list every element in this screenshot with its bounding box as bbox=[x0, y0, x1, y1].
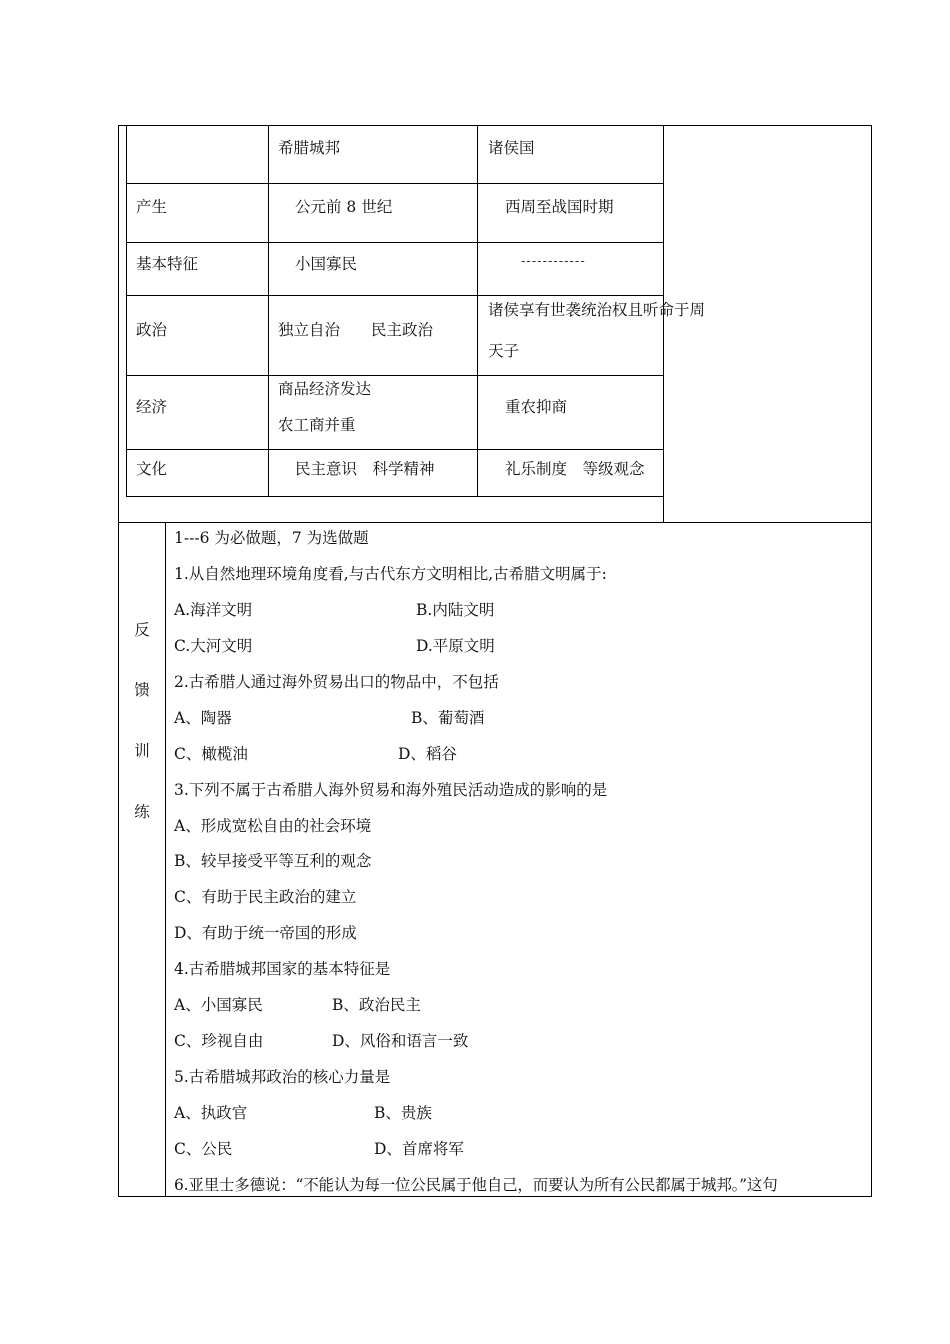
question-4: 4.古希腊城邦国家的基本特征是 bbox=[174, 960, 391, 978]
q2-option-a: A、陶器 bbox=[174, 709, 232, 727]
q4-option-b: B、政治民主 bbox=[332, 996, 421, 1014]
table-col-divider-1 bbox=[268, 125, 269, 497]
q3-option-d: D、有助于统一帝国的形成 bbox=[174, 924, 357, 942]
table-row-line bbox=[126, 375, 664, 376]
top-right-column-divider bbox=[663, 125, 664, 523]
table-left-border bbox=[126, 125, 127, 497]
question-1: 1.从自然地理环境角度看,与古代东方文明相比,古希腊文明属于: bbox=[174, 565, 607, 583]
politics-greek: 独立自治 民主政治 bbox=[278, 321, 434, 339]
side-char: 练 bbox=[134, 803, 150, 821]
row-label-politics: 政治 bbox=[136, 321, 168, 339]
row-label-culture: 文化 bbox=[136, 460, 168, 478]
q4-option-d: D、风俗和语言一致 bbox=[332, 1032, 469, 1050]
q2-option-b: B、葡萄酒 bbox=[411, 709, 485, 727]
table-col-divider-2 bbox=[477, 125, 478, 497]
row-label-economy: 经济 bbox=[136, 398, 168, 416]
q1-option-c: C.大河文明 bbox=[174, 637, 253, 655]
q5-option-b: B、贵族 bbox=[374, 1104, 432, 1122]
question-3: 3.下列不属于古希腊人海外贸易和海外殖民活动造成的影响的是 bbox=[174, 781, 608, 799]
side-char: 训 bbox=[134, 742, 150, 760]
q3-option-c: C、有助于民主政治的建立 bbox=[174, 888, 357, 906]
culture-greek: 民主意识 科学精神 bbox=[295, 460, 435, 478]
table-row-line bbox=[126, 295, 664, 296]
outer-bottom-border bbox=[118, 1196, 872, 1197]
question-5: 5.古希腊城邦政治的核心力量是 bbox=[174, 1068, 391, 1086]
side-char: 反 bbox=[134, 621, 150, 639]
q5-option-c: C、公民 bbox=[174, 1140, 233, 1158]
q5-option-a: A、执政官 bbox=[174, 1104, 248, 1122]
politics-zhou-line1: 诸侯享有世袭统治权且听命于周 bbox=[488, 301, 706, 319]
row-label-origin: 产生 bbox=[136, 198, 168, 216]
outer-right-border bbox=[871, 125, 872, 1197]
q3-option-b: B、较早接受平等互利的观念 bbox=[174, 852, 372, 870]
side-char: 馈 bbox=[134, 681, 150, 699]
outer-left-border bbox=[118, 125, 119, 1197]
origin-greek: 公元前 8 世纪 bbox=[295, 198, 393, 216]
culture-zhou: 礼乐制度 等级观念 bbox=[505, 460, 645, 478]
header-greek-polis: 希腊城邦 bbox=[278, 139, 341, 157]
header-vassal-states: 诸侯国 bbox=[488, 139, 535, 157]
row-label-features: 基本特征 bbox=[136, 255, 199, 273]
q3-option-a: A、形成宽松自由的社会环境 bbox=[174, 817, 372, 835]
table-row-line bbox=[126, 449, 664, 450]
economy-greek-line1: 商品经济发达 bbox=[278, 380, 372, 398]
features-greek: 小国寡民 bbox=[295, 255, 358, 273]
table-row-line bbox=[126, 183, 664, 184]
politics-zhou-line2: 天子 bbox=[488, 342, 520, 360]
q4-option-a: A、小国寡民 bbox=[174, 996, 263, 1014]
origin-zhou: 西周至战国时期 bbox=[505, 198, 614, 216]
outer-top-border bbox=[118, 125, 872, 126]
q2-option-c: C、橄榄油 bbox=[174, 745, 248, 763]
q1-option-d: D.平原文明 bbox=[416, 637, 495, 655]
question-2: 2.古希腊人通过海外贸易出口的物品中，不包括 bbox=[174, 673, 499, 691]
section-divider bbox=[118, 522, 872, 523]
q2-option-d: D、稻谷 bbox=[398, 745, 457, 763]
instruction-line: 1---6 为必做题，7 为选做题 bbox=[174, 529, 369, 547]
table-bottom-border bbox=[126, 496, 664, 497]
q5-option-d: D、首席将军 bbox=[374, 1140, 464, 1158]
table-row-line bbox=[126, 242, 664, 243]
q4-option-c: C、珍视自由 bbox=[174, 1032, 264, 1050]
question-6: 6.亚里士多德说：“不能认为每一位公民属于他自己，而要认为所有公民都属于城邦。”这句 bbox=[174, 1176, 778, 1194]
q1-option-b: B.内陆文明 bbox=[416, 601, 495, 619]
economy-greek-line2: 农工商并重 bbox=[278, 416, 356, 434]
q1-option-a: A.海洋文明 bbox=[174, 601, 253, 619]
economy-zhou: 重农抑商 bbox=[505, 398, 568, 416]
features-zhou: ------------ bbox=[521, 254, 586, 269]
